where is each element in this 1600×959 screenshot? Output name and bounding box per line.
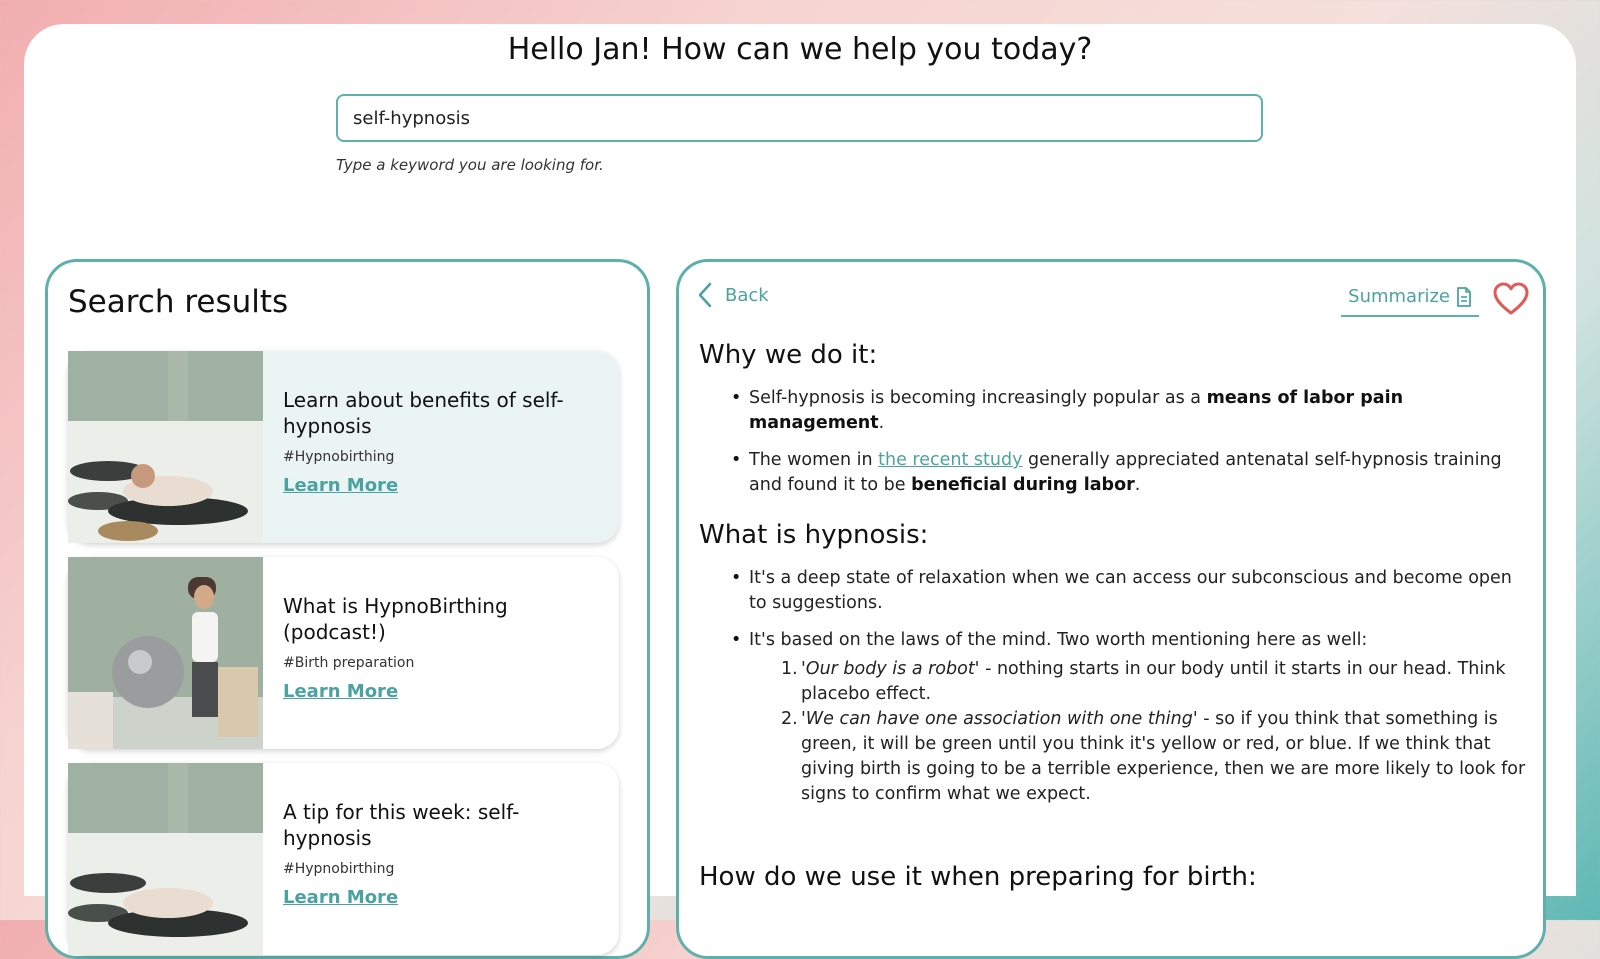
law-quote: 'We can have one association with one thing' bbox=[801, 709, 1198, 729]
summarize-label: Summarize bbox=[1348, 286, 1450, 307]
bullet-text: . bbox=[1134, 475, 1141, 495]
numbered-list bbox=[749, 657, 1527, 807]
learn-more-link[interactable]: Learn More bbox=[283, 681, 399, 702]
law-text: - nothing starts in our body until it starts in our head. Think placebo effect. bbox=[801, 659, 1506, 704]
result-tag: #Hypnobirthing bbox=[283, 861, 395, 877]
result-title: What is HypnoBirthing (podcast!) bbox=[283, 594, 508, 644]
search-results-panel bbox=[45, 259, 650, 959]
heart-icon[interactable] bbox=[1493, 282, 1529, 316]
learn-more-link[interactable]: Learn More bbox=[283, 887, 399, 908]
bullet-item bbox=[731, 628, 1527, 807]
result-card[interactable] bbox=[68, 557, 619, 749]
results-title: Search results bbox=[68, 284, 289, 320]
result-tag: #Hypnobirthing bbox=[283, 449, 395, 465]
law-text: - so if you think that something is green, it will be green until you think it's yellow or red, or blue. If we think that giving birth is going to be a terrible experience, then we are more likely to look for signs to confirm what we expect. bbox=[801, 709, 1526, 804]
bullet-text: generally appreciated antenatal self-hypnosis training and found it to be bbox=[749, 450, 1502, 495]
bullet-text: The women in bbox=[749, 450, 879, 470]
learn-more-link[interactable]: Learn More bbox=[283, 475, 399, 496]
bullet-emphasis: beneficial during labor bbox=[911, 475, 1135, 495]
bullet-item bbox=[731, 386, 1527, 436]
back-button[interactable] bbox=[697, 282, 769, 308]
search-hint: Type a keyword you are looking for. bbox=[336, 156, 604, 174]
item-number: 1. bbox=[781, 659, 798, 679]
result-thumbnail bbox=[68, 351, 263, 543]
bullet-list bbox=[699, 566, 1527, 807]
bullet-text: Self-hypnosis is becoming increasingly popular as a bbox=[749, 388, 1207, 408]
bullet-emphasis: means of labor pain management bbox=[749, 388, 1404, 433]
section-heading: How do we use it when preparing for birth: bbox=[699, 862, 1257, 892]
page-title: Hello Jan! How can we help you today? bbox=[507, 32, 1093, 67]
numbered-item bbox=[781, 657, 1527, 707]
back-label: Back bbox=[725, 284, 769, 306]
section-heading: What is hypnosis: bbox=[699, 520, 929, 550]
article-detail-panel bbox=[676, 259, 1546, 959]
article-content bbox=[699, 340, 1527, 819]
bullet-item bbox=[731, 448, 1527, 498]
bullet-text: It's based on the laws of the mind. Two worth mentioning here as well: bbox=[749, 630, 1368, 650]
search-input[interactable] bbox=[336, 94, 1263, 142]
bullet-item: • It's a deep state of relaxation when we can access our subconscious and become open to suggestions. bbox=[731, 566, 1527, 616]
study-link[interactable]: the recent study bbox=[878, 450, 1023, 470]
section-heading: Why we do it: bbox=[699, 340, 878, 370]
result-title: A tip for this week: self-hypnosis bbox=[283, 800, 520, 850]
law-quote: 'Our body is a robot' bbox=[801, 659, 980, 679]
document-icon bbox=[1456, 287, 1472, 307]
result-thumbnail bbox=[68, 557, 263, 749]
result-tag: #Birth preparation bbox=[283, 655, 415, 671]
bullet-text: . bbox=[878, 413, 885, 433]
chevron-left-icon bbox=[697, 282, 713, 308]
bullet-list bbox=[699, 386, 1527, 498]
numbered-item bbox=[781, 707, 1527, 807]
result-card[interactable] bbox=[68, 351, 619, 543]
result-title: Learn about benefits of self-hypnosis bbox=[283, 388, 564, 438]
item-number: 2. bbox=[781, 709, 798, 729]
result-thumbnail bbox=[68, 763, 263, 955]
result-card[interactable] bbox=[68, 763, 619, 955]
app-window bbox=[24, 24, 1576, 908]
summarize-button[interactable] bbox=[1341, 282, 1479, 317]
